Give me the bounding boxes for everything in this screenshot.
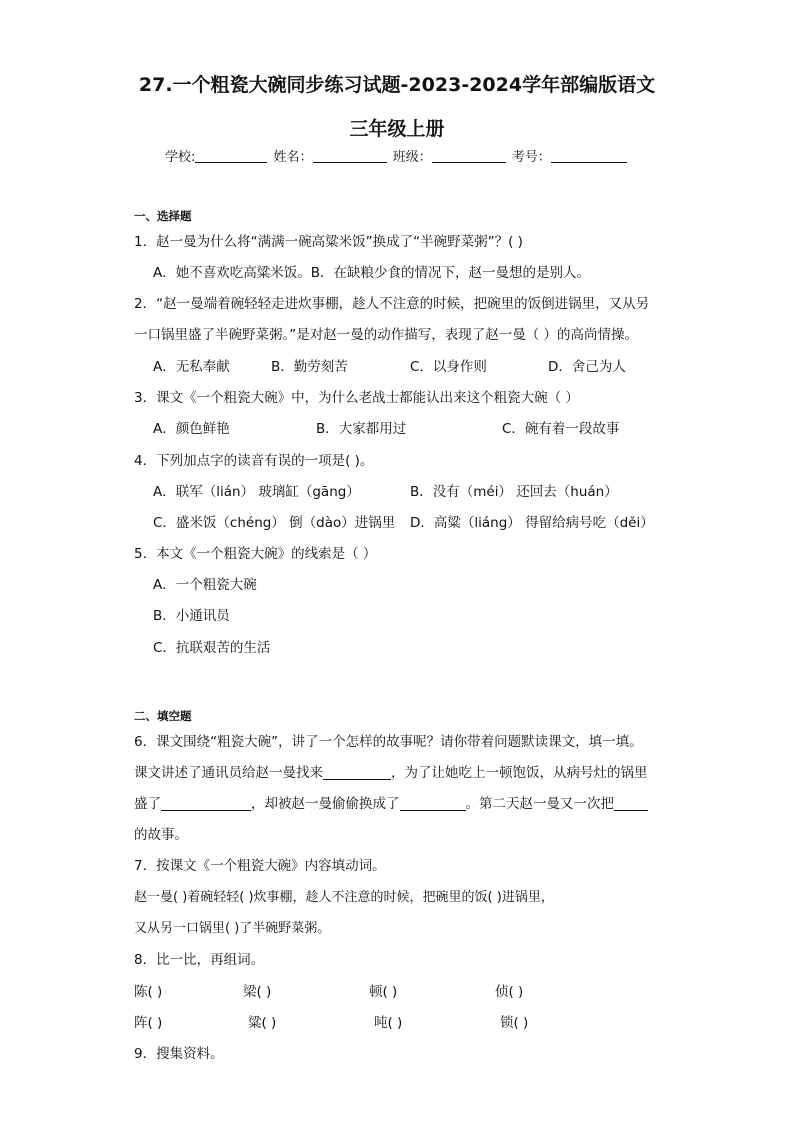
name-field[interactable] <box>313 149 387 163</box>
question-2-option-b: B．勤劳刻苦 <box>271 359 348 375</box>
q8-word-7: 吨( ) <box>374 1015 403 1031</box>
q6-text-2a: 盛了 <box>134 796 161 812</box>
question-3-option-c: C．碗有着一段故事 <box>502 421 620 437</box>
q6-blank-4[interactable] <box>614 796 648 811</box>
q8-word-5: 阵( ) <box>134 1015 163 1031</box>
question-4-option-a: A．联军（lián） 玻璃缸（gāng） <box>153 484 360 500</box>
question-5-option-c: C．抗联艰苦的生活 <box>153 640 271 656</box>
q8-word-6: 粱( ) <box>248 1015 277 1031</box>
student-info-row <box>165 146 629 165</box>
question-3-option-b: B．大家都用过 <box>316 421 407 437</box>
school-field[interactable] <box>195 149 267 163</box>
q6-blank-3[interactable] <box>400 796 466 811</box>
question-4-option-c: C．盛米饭（chéng） 倒（dào）进锅里 <box>153 515 396 531</box>
q8-word-8: 锁( ) <box>500 1015 529 1031</box>
q8-word-3: 顿( ) <box>369 984 398 1000</box>
question-5-option-b: B．小通讯员 <box>153 608 230 624</box>
q6-text-2b: ，却被赵一曼偷偷换成了 <box>251 796 400 812</box>
question-5-stem: 5．本文《一个粗瓷大碗》的线索是（ ） <box>134 546 377 562</box>
question-9-stem: 9．搜集资料。 <box>134 1046 224 1062</box>
question-3-stem: 3．课文《一个粗瓷大碗》中，为什么老战士都能认出来这个粗瓷大碗（ ） <box>134 390 579 406</box>
section-heading-fill: 二、填空题 <box>134 709 192 723</box>
question-1-stem: 1．赵一曼为什么将“满满一碗高粱米饭”换成了“半碗野菜粥”？( ) <box>134 234 523 250</box>
q6-blank-2[interactable] <box>161 796 251 811</box>
question-3-option-a: A．颜色鲜艳 <box>153 421 230 437</box>
q6-text-1b: ，为了让她吃上一顿饱饭，从病号灶的锅里 <box>391 765 648 781</box>
class-field[interactable] <box>432 149 506 163</box>
q6-blank-1[interactable] <box>323 765 391 780</box>
question-2-stem-b: 一口锅里盛了半碗野菜粥。”是对赵一曼的动作描写，表现了赵一曼（ ）的高尚情操。 <box>134 327 639 343</box>
name-label: 姓名： <box>273 150 313 165</box>
section-heading-choice: 一、选择题 <box>134 209 192 223</box>
question-6-line-2 <box>134 795 648 813</box>
class-label: 班级： <box>392 150 432 165</box>
question-6-stem: 6．课文围绕“粗瓷大碗”，讲了一个怎样的故事呢？请你带着问题默读课文，填一填。 <box>134 734 643 750</box>
question-4-option-d: D．高粱（liáng） 得留给病号吃（děi） <box>410 515 654 531</box>
question-6-line-1 <box>134 764 648 782</box>
question-6-line-3: 的故事。 <box>134 827 188 843</box>
number-field[interactable] <box>551 149 627 163</box>
question-7-line-2: 又从另一口锅里( )了半碗野菜粥。 <box>134 921 331 936</box>
q6-text-2c: 。第二天赵一曼又一次把 <box>465 796 614 812</box>
question-8-stem: 8．比一比，再组词。 <box>134 952 265 968</box>
number-label: 考号： <box>511 150 551 165</box>
q8-word-2: 梁( ) <box>243 984 272 1000</box>
question-2-option-d: D．舍己为人 <box>548 359 626 375</box>
question-2-option-c: C．以身作则 <box>410 359 487 375</box>
question-1-options: A．她不喜欢吃高粱米饭。B．在缺粮少食的情况下，赵一曼想的是别人。 <box>153 265 590 281</box>
document-title-line1: 27.一个粗瓷大碗同步练习试题-2023-2024学年部编版语文 <box>138 74 656 96</box>
question-4-stem: 4．下列加点字的读音有误的一项是( )。 <box>134 453 374 469</box>
q8-word-1: 陈( ) <box>134 984 163 1000</box>
question-2-option-a: A．无私奉献 <box>153 359 230 375</box>
question-7-stem: 7．按课文《一个粗瓷大碗》内容填动词。 <box>134 858 386 874</box>
question-4-option-b: B．没有（méi） 还回去（huán） <box>410 484 618 500</box>
q8-word-4: 侦( ) <box>495 984 524 1000</box>
question-2-stem-a: 2．“赵一曼端着碗轻轻走进炊事棚，趁人不注意的时候，把碗里的饭倒进锅里，又从另 <box>134 296 650 312</box>
question-7-line-1: 赵一曼( )着碗轻轻( )炊事棚，趁人不注意的时候，把碗里的饭( )进锅里， <box>134 890 554 905</box>
school-label: 学校: <box>165 150 196 165</box>
question-5-option-a: A．一个粗瓷大碗 <box>153 577 257 593</box>
q6-text-1a: 课文讲述了通讯员给赵一曼找来 <box>134 765 323 781</box>
document-title-line2: 三年级上册 <box>349 118 445 140</box>
